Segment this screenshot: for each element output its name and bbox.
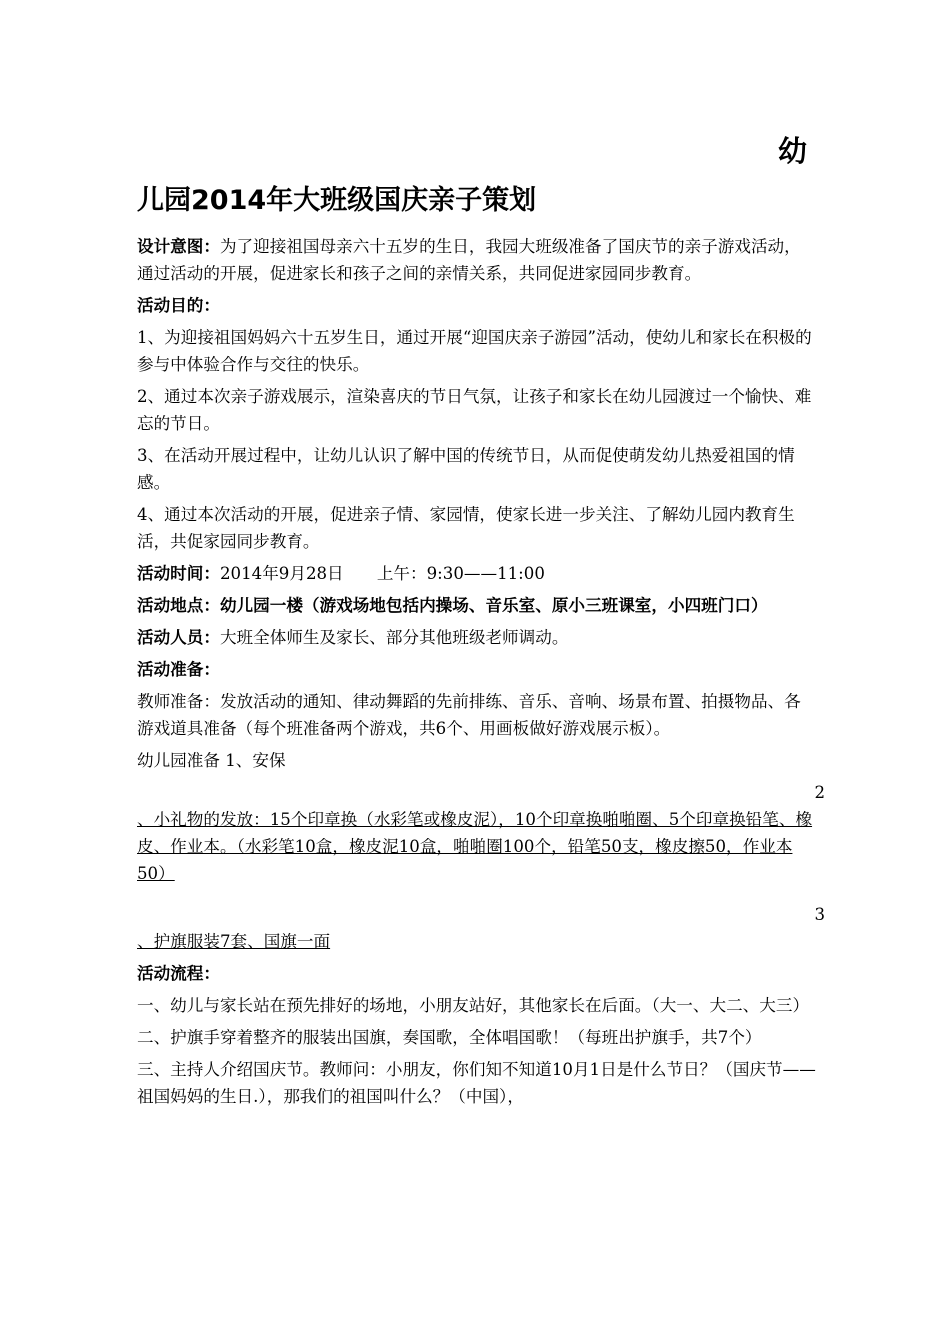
people-text: 大班全体师生及家长、部分其他班级老师调动。: [219, 628, 569, 647]
flow-heading: 活动流程：: [137, 964, 220, 983]
title-first-char: 幼: [778, 134, 808, 168]
kindergarten-prep: 幼儿园准备 1、安保: [137, 751, 286, 770]
goals-heading: 活动目的：: [137, 296, 220, 315]
goal-item: 4、通过本次活动的开展，促进亲子情、家园情，使家长进一步关注、了解幼儿园内教育生活，共促家园同步教育。: [137, 505, 795, 551]
design-intent-text: 为了迎接祖国母亲六十五岁的生日，我园大班级准备了国庆节的亲子游戏活动，通过活动的开展，促进家长和孩子之间的亲情关系，共同促进家园同步教育。: [137, 237, 801, 283]
flow-item: 一、幼儿与家长站在预先排好的场地，小朋友站好，其他家长在后面。（大一、大二、大三）: [137, 996, 810, 1015]
prep-heading: 活动准备：: [137, 660, 220, 679]
people-label: 活动人员：: [137, 628, 220, 647]
flow-item: 三、主持人介绍国庆节。教师问：小朋友，你们知不知道10月1日是什么节日？（国庆节——祖国妈妈的生日.），那我们的祖国叫什么？（中国），: [137, 1060, 816, 1106]
flow-item: 二、护旗手穿着整齐的服装出国旗，奏国歌，全体唱国歌！（每班出护旗手，共7个）: [137, 1028, 762, 1047]
goal-item: 2、通过本次亲子游戏展示，渲染喜庆的节日气氛，让孩子和家长在幼儿园渡过一个愉快、难忘的节日。: [137, 387, 812, 433]
page-title: 儿园2014年大班级国庆亲子策划: [137, 185, 537, 216]
place-paragraph: 活动地点：幼儿园一楼（游戏场地包括内操场、音乐室、原小三班课室，小四班门口）: [137, 596, 768, 615]
list-number-2: 2: [814, 783, 825, 802]
time-text: 2014年9月28日 上午：9:30——11:00: [219, 564, 545, 583]
people-paragraph: [137, 624, 817, 651]
design-intent-paragraph: [137, 233, 817, 287]
list-number-3: 3: [814, 905, 825, 924]
prep-item-3: 、护旗服装7套、国旗一面: [137, 932, 331, 951]
design-intent-label: 设计意图：: [137, 237, 220, 256]
prep-item-2: 、小礼物的发放：15个印章换（水彩笔或橡皮泥），10个印章换啪啪圈、5个印章换铅笔、橡皮、作业本。（水彩笔10盒，橡皮泥10盒，啪啪圈100个，铅笔50支，橡皮擦50，作业本50）: [137, 810, 813, 883]
goal-item: 1、为迎接祖国妈妈六十五岁生日，通过开展“迎国庆亲子游园”活动，使幼儿和家长在积极的参与中体验合作与交往的快乐。: [137, 328, 812, 374]
time-paragraph: [137, 560, 817, 587]
teacher-prep: 教师准备：发放活动的通知、律动舞蹈的先前排练、音乐、音响、场景布置、拍摄物品、各游戏道具准备（每个班准备两个游戏，共6个、用画板做好游戏展示板）。: [137, 692, 801, 738]
goal-item: 3、在活动开展过程中，让幼儿认识了解中国的传统节日，从而促使萌发幼儿热爱祖国的情感。: [137, 446, 795, 492]
time-label: 活动时间：: [137, 564, 220, 583]
document-body: [137, 233, 825, 1115]
